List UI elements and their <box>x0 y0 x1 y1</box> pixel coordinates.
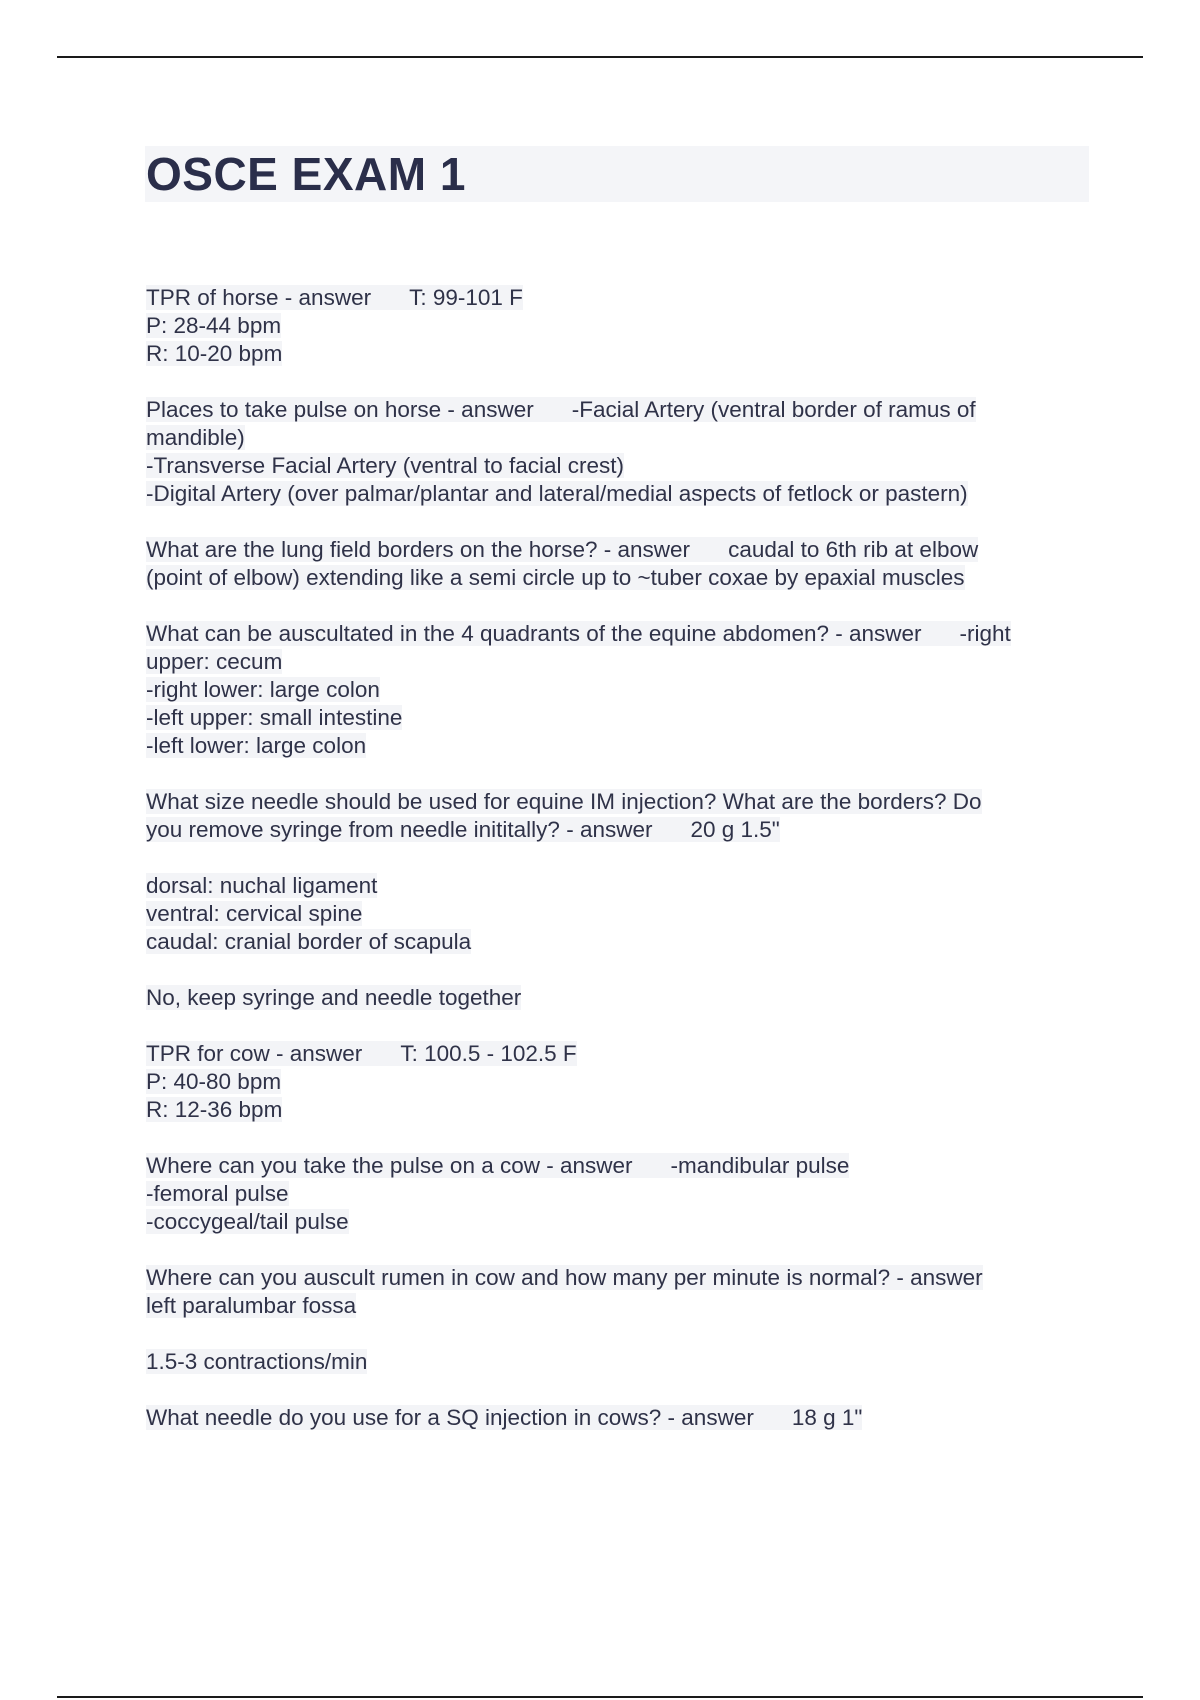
question-text: What are the lung field borders on the horse? - answer <box>146 537 691 562</box>
text-line <box>146 424 1090 452</box>
text-line <box>146 1208 1090 1236</box>
text-line <box>146 900 1090 928</box>
text-line <box>146 984 1090 1012</box>
body-text: -right lower: large colon <box>146 677 380 702</box>
body-text: mandible) <box>146 425 245 450</box>
text-line <box>146 872 1090 900</box>
answer-text: caudal to 6th rib at elbow <box>728 537 979 562</box>
text-line <box>146 452 1090 480</box>
question-answer-line <box>146 1153 849 1178</box>
text-line <box>146 648 1090 676</box>
answer-text: 18 g 1" <box>791 1405 863 1430</box>
text-line <box>146 1404 1090 1432</box>
qa-block <box>146 1040 1090 1124</box>
body-text: -Transverse Facial Artery (ventral to facial crest) <box>146 453 625 478</box>
answer-text: -Facial Artery (ventral border of ramus of <box>571 397 976 422</box>
body-text: -left upper: small intestine <box>146 705 403 730</box>
bottom-rule <box>57 1696 1143 1698</box>
text-line <box>146 1180 1090 1208</box>
qa-block <box>146 872 1090 956</box>
question-text: Where can you take the pulse on a cow - answer <box>146 1153 633 1178</box>
body-text: -coccygeal/tail pulse <box>146 1209 349 1234</box>
qa-block <box>146 284 1090 368</box>
body-text: 1.5-3 contractions/min <box>146 1349 368 1374</box>
body-text: R: 12-36 bpm <box>146 1097 283 1122</box>
qa-block <box>146 1264 1090 1320</box>
answer-text: -mandibular pulse <box>670 1153 850 1178</box>
qa-block <box>146 788 1090 844</box>
text-line <box>146 536 1090 564</box>
top-rule <box>57 56 1143 58</box>
qa-block <box>146 984 1090 1012</box>
text-line <box>146 1068 1090 1096</box>
body-text: No, keep syringe and needle together <box>146 985 522 1010</box>
answer-text: 20 g 1.5" <box>690 817 780 842</box>
body-text: dorsal: nuchal ligament <box>146 873 378 898</box>
text-line <box>146 704 1090 732</box>
answer-text: T: 100.5 - 102.5 F <box>400 1041 577 1066</box>
question-answer-line <box>146 1041 577 1066</box>
answer-text: T: 99-101 F <box>409 285 523 310</box>
text-line <box>146 284 1090 312</box>
qa-block <box>146 1348 1090 1376</box>
text-line <box>146 1264 1090 1292</box>
question-text: TPR of horse - answer <box>146 285 372 310</box>
body-text: ventral: cervical spine <box>146 901 363 926</box>
body-text: R: 10-20 bpm <box>146 341 283 366</box>
text-line <box>146 1292 1090 1320</box>
body-text: -femoral pulse <box>146 1181 289 1206</box>
body-text: left paralumbar fossa <box>146 1293 357 1318</box>
body-text: caudal: cranial border of scapula <box>146 929 472 954</box>
qa-block <box>146 620 1090 760</box>
page-title: OSCE EXAM 1 <box>146 148 466 200</box>
body-text: -Digital Artery (over palmar/plantar and lateral/medial aspects of fetlock or pastern) <box>146 481 968 506</box>
text-line <box>146 1152 1090 1180</box>
question-text: you remove syringe from needle inititally? - answer <box>146 817 653 842</box>
body-text: (point of elbow) extending like a semi circle up to ~tuber coxae by epaxial muscles <box>146 565 965 590</box>
body-text: Where can you auscult rumen in cow and how many per minute is normal? - answer <box>146 1265 983 1290</box>
question-text: TPR for cow - answer <box>146 1041 363 1066</box>
question-answer-line <box>146 817 780 842</box>
answer-text: -right <box>959 621 1011 646</box>
qa-content <box>146 284 1090 1460</box>
qa-block <box>146 396 1090 508</box>
question-answer-line <box>146 397 976 422</box>
qa-block <box>146 1152 1090 1236</box>
question-answer-line <box>146 1405 862 1430</box>
text-line <box>146 564 1090 592</box>
text-line <box>146 676 1090 704</box>
body-text: -left lower: large colon <box>146 733 367 758</box>
text-line <box>146 340 1090 368</box>
text-line <box>146 732 1090 760</box>
text-line <box>146 620 1090 648</box>
question-text: Places to take pulse on horse - answer <box>146 397 534 422</box>
body-text: upper: cecum <box>146 649 283 674</box>
question-answer-line <box>146 537 978 562</box>
question-answer-line <box>146 621 1011 646</box>
text-line <box>146 816 1090 844</box>
body-text: P: 40-80 bpm <box>146 1069 282 1094</box>
qa-block <box>146 536 1090 592</box>
text-line <box>146 928 1090 956</box>
text-line <box>146 1040 1090 1068</box>
question-text: What needle do you use for a SQ injection in cows? - answer <box>146 1405 754 1430</box>
question-answer-line <box>146 285 523 310</box>
text-line <box>146 312 1090 340</box>
text-line <box>146 1348 1090 1376</box>
text-line <box>146 1096 1090 1124</box>
text-line <box>146 396 1090 424</box>
qa-block <box>146 1404 1090 1432</box>
body-text: P: 28-44 bpm <box>146 313 282 338</box>
question-text: What can be auscultated in the 4 quadrants of the equine abdomen? - answer <box>146 621 922 646</box>
text-line <box>146 788 1090 816</box>
text-line <box>146 480 1090 508</box>
body-text: What size needle should be used for equine IM injection? What are the borders? Do <box>146 789 982 814</box>
